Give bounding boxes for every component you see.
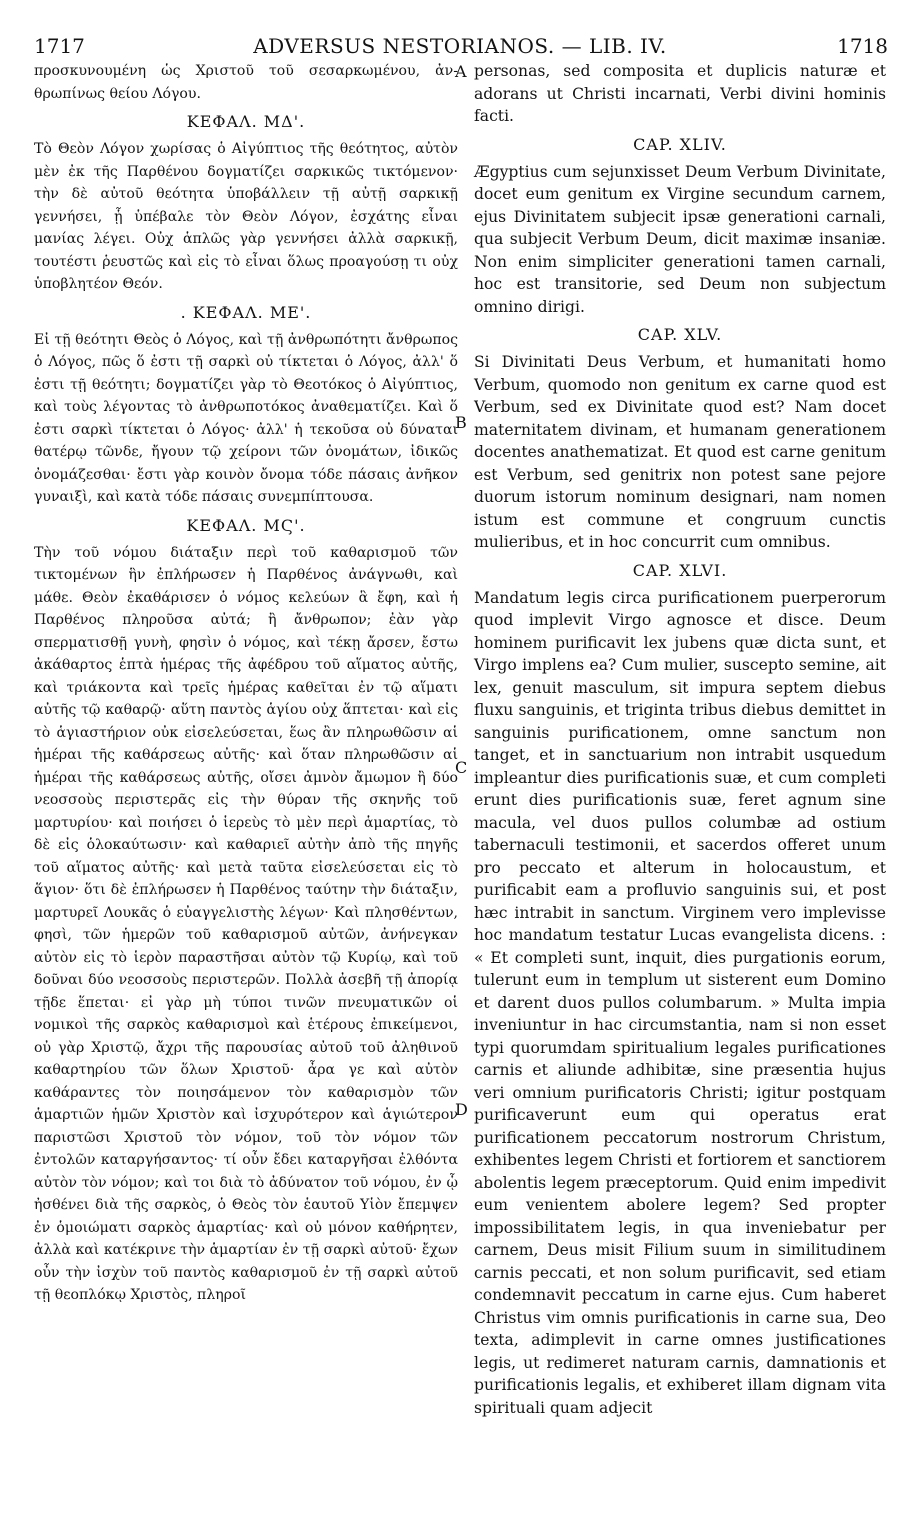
latin-chapter-45-text: Si Divinitati Deus Verbum, et humanitati homo Verbum, quomodo non genitum ex carne quod est Verbum, sed ex Divinitate quod est? Nam docet maternitatem divinam, et humanam generationem docentes anathematizat. Et quod est carne genitum est Verbum, sed genitrix non potest sane pejore duorum istorum nominum designari, nam nomen istum est commune et congruum cunctis mulieribus, et in hoc concurrit cum omnibus.: [474, 353, 886, 551]
latin-chapter-46-heading: CAP. XLVI.: [632, 560, 728, 580]
greek-chapter-45-heading: . ΚΕΦΑΛ. ΜΕ'.: [180, 302, 312, 322]
greek-column: [34, 60, 458, 1307]
latin-intro: personas, sed composita et duplicis naturæ et adorans ut Christi incarnati, Verbi divini hominis facti.: [474, 62, 886, 125]
latin-chapter-44-text: Ægyptius cum sejunxisset Deum Verbum Divinitate, docet eum genitum ex Virgine secundum carnem, ejus Divinitatem subjecit ipsæ generationi carnali, qua subjecit Verbum Deum, dicit maximæ insaniæ. Non enim simpliciter generationi tamen carnali, hoc est transitorie, sed Deum non subjectum omnino dirigi.: [474, 162, 886, 316]
latin-chapter-44-heading: CAP. XLIV.: [633, 134, 727, 154]
greek-chapter-44-heading: ΚΕΦΑΛ. ΜΔ'.: [186, 112, 306, 131]
latin-column: [474, 60, 886, 1419]
margin-marker-b: B: [455, 413, 467, 432]
latin-chapter-45-heading: CAP. XLV.: [637, 325, 723, 344]
greek-chapter-46-text: Τὴν τοῦ νόμου διάταξιν περὶ τοῦ καθαρισμοῦ τῶν τικτομένων ἣν ἐπλήρωσεν ἡ Παρθένος ἀνάγνωθι, καὶ μάθε. Θεὸν ἐκαθάρισεν ὁ νόμος κελεύων ἃ ἔφη, καὶ ἡ Παρθένος πληροῦσα αὐτά; ἢ ἄνθρωπον; ἐὰν γὰρ σπερματισθῇ γυνὴ, φησὶν ὁ νόμος, καὶ τέκῃ ἄρσεν, ἔστω ἀκάθαρτος ἑπτὰ ἡμέρας τῆς ἀφέδρου τοῦ αἵματος αὐτῆς, καὶ τριάκοντα καὶ τρεῖς ἡμέρας καθεῖται ἐν τῷ αἵματι αὐτῆς τῷ καθαρῷ· αὕτη παντὸς ἁγίου οὐχ ἅπτεται· καὶ εἰς τὸ ἁγιαστήριον οὐκ εἰσελεύσεται, ἕως ἂν πληρωθῶσιν αἱ ἡμέραι τῆς καθάρσεως αὐτῆς· καὶ ὅταν πληρωθῶσιν αἱ ἡμέραι τῆς καθάρσεως αὐτῆς, οἴσει ἀμνὸν ἄμωμον ἢ δύο νεοσσοὺς περιστερᾶς εἰς τὴν θύραν τῆς σκηνῆς τοῦ μαρτυρίου· καὶ ποιήσει ὁ ἱερεὺς τὸ μὲν περὶ ἁμαρτίας, τὸ δὲ εἰς ὁλοκαύτωσιν· καὶ καθαριεῖ αὐτὴν ἀπὸ τῆς πηγῆς τοῦ αἵματος αὐτῆς· καὶ μετὰ ταῦτα εἰσελεύσεται εἰς τὸ ἅγιον· ὅτι δὲ ἐπλήρωσεν ἡ Παρθένος ταύτην τὴν διάταξιν, μαρτυρεῖ Λουκᾶς ὁ εὐαγγελιστὴς λέγων· Καὶ πλησθέντων, φησὶ, τῶν ἡμερῶν τοῦ καθαρισμοῦ αὐτῶν, ἀνήνεγκαν αὐτὸν εἰς τὸ ἱερὸν παραστῆσαι αὐτὸν τῷ Κυρίῳ, καὶ τοῦ δοῦναι δύο νεοσσοὺς περιστερῶν. Πολλὰ ἀσεβῆ τῇ ἀπορίᾳ τῇδε ἕπεται· εἰ γὰρ μὴ τύποι τινῶν πνευματικῶν οἱ νομικοὶ τῆς σαρκὸς καθαρισμοὶ καὶ ἑτέρους ἐπικείμενοι, οὐ γὰρ Χριστῷ, ἄχρι τῆς παρουσίας αὐτοῦ τοῦ ἀληθινοῦ καθαρτηρίου τῶν ὅλων Χριστοῦ· ἆρα γε καὶ αὐτὸν καθάραντες τὸν ποιησάμενον τὸν καθαρισμὸν τῶν ἁμαρτιῶν ἡμῶν Χριστὸν καὶ ἰσχυρότερον καὶ ἁγιώτερον παριστῶσι Χριστοῦ τὸν νόμον, τοῦ τὸν νόμον τῶν ἐντολῶν καταργήσαντος· τί οὖν ἔδει καταργῆσαι ἐλθόντα αὐτὸν τὸν νόμον; καὶ τοι διὰ τὸ ἀδύνατον τοῦ νόμου, ἐν ᾧ ἠσθένει διὰ τῆς σαρκὸς, ὁ Θεὸς τὸν ἑαυτοῦ Υἱὸν ἔπεμψεν ἐν ὁμοιώματι σαρκὸς ἁμαρτίας· καὶ οὐ μόνον καθήρητεν, ἀλλὰ καὶ κατέκρινε τὴν ἁμαρτίαν ἐν τῇ σαρκὶ αὐτοῦ· ἔχων οὖν τὴν ἰσχὺν τοῦ παντὸς καθαρισμοῦ ἐν τῇ σαρκὶ αὐτοῦ τῇ θεοπλόκῳ Χριστὸς, πληροῖ: [34, 544, 458, 1303]
margin-marker-a: A: [455, 62, 467, 81]
latin-chapter-46-text: Mandatum legis circa purificationem puerperorum quod implevit Virgo agnosce et disce. Deum hominem purificavit lex jubens quæ dicta sunt, et Virgo implens ea? Cum mulier, suscepto semine, ait lex, genuit masculum, sit impura septem diebus fluxu sanguinis, et triginta tribus diebus demittet in sanguinis purificationem, omne sanctum non tanget, et in sanctuarium non intrabit usquedum impleantur dies purificationis suæ, et cum completi erunt dies purificationis suæ, feret agnum sine macula, vel duos pullos columbæ ad ostium tabernaculi testimonii, et sacerdos offeret unum pro peccato et alterum in holocaustum, et purificabit eam a profluvio sanguinis sui, et post hæc intrabit in sanctum. Virginem vero implevisse hoc mandatum testatur Lucas evangelista dicens. : « Et completi sunt, inquit, dies purgationis eorum, tulerunt eum in templum ut sisterent eum Domino et darent duos pullos columbarum. » Multa impia inveniuntur in hac circumstantia, nam si non esset typi quorumdam spiritualium legales purificationes carnis et aliunde adhibitæ, sine præsentia hujus veri omnium purificatoris Christi; igitur postquam purificaverunt eum qui operatus erat purificationem peccatorum nostrorum Christum, exhibentes legem Christi et fortiorem et sanctiorem abolentis legem præceptorum. Quid enim impedivit eum venientem abolere legem? Sed propter impossibilitatem legis, in qua inveniebatur per carnem, Deus misit Filium suum in similitudinem carnis peccati, et non solum purificavit, sed etiam condemnavit peccatum in carne ejus. Cum haberet Christus vim omnis purificationis in carne sua, Deo texta, adimplevit in carne omnes justificationes legis, ut redimeret naturam carnis, damnationis et purificationis legalis, et exhiberet illam dignam vita spirituali quam adjecit: [474, 588, 886, 1417]
greek-chapter-45-text: Εἰ τῇ θεότητι Θεὸς ὁ Λόγος, καὶ τῇ ἀνθρωπότητι ἄνθρωπος ὁ Λόγος, πῶς ὅ ἐστι τῇ σαρκὶ οὐ τίκτεται ὁ Λόγος, ἀλλ' ὅ ἐστι τῇ θεότητι; δογματίζει γὰρ τὸ Θεοτόκος ὁ Αἰγύπτιος, καὶ τοὺς λέγοντας τὸ ἀνθρωποτόκος ἀναθεματίζει. Καὶ ὅ ἐστι σαρκὶ τίκτεται ὁ Λόγος· ἀλλ' ἡ τεκοῦσα οὐ δύναται θατέρῳ τῶνδε, ἤγουν τῷ χείρονι τῶν ὀνομάτων, ἰδικῶς ὀνομάζεσθαι· ἔστι γὰρ κοινὸν ὄνομα τόδε πάσαις ἀνῆκον γυναιξὶ, καὶ κατὰ τόδε πάσαις συνεμπίπτουσα.: [34, 331, 458, 505]
greek-chapter-44-text: Τὸ Θεὸν Λόγον χωρίσας ὁ Αἰγύπτιος τῆς θεότητος, αὐτὸν μὲν ἐκ τῆς Παρθένου δογματίζει σαρκικῶς τικτόμενον· τὴν δὲ αὐτοῦ θεότητα ὑποβάλλειν τῇ αὐτῇ σαρκικῇ γεννήσει, ᾗ ὑπέβαλε τὸν Θεὸν Λόγον, ἐσχάτης εἶναι μανίας λέγει. Οὐχ ἁπλῶς γὰρ γεννήσει ἀλλὰ σαρκικῇ, τουτέστι ῥευστῶς καὶ εἰς τὸ εἶναι ὅλως προαγούσῃ τι οὐχ ὑποβλητέον Θεόν.: [34, 141, 458, 292]
page-number-right: 1718: [837, 34, 888, 58]
margin-marker-c: C: [455, 758, 468, 777]
greek-chapter-46-heading: ΚΕΦΑΛ. ΜϚ'.: [186, 515, 306, 535]
margin-marker-d: D: [455, 1100, 468, 1119]
running-title: ADVERSUS NESTORIANOS. — LIB. IV.: [253, 34, 667, 58]
page-number-left: 1717: [34, 34, 85, 58]
greek-intro: προσκυνουμένη ὡς Χριστοῦ τοῦ σεσαρκωμένου, ἀν-θρωπίνως θείου Λόγου.: [34, 63, 458, 102]
